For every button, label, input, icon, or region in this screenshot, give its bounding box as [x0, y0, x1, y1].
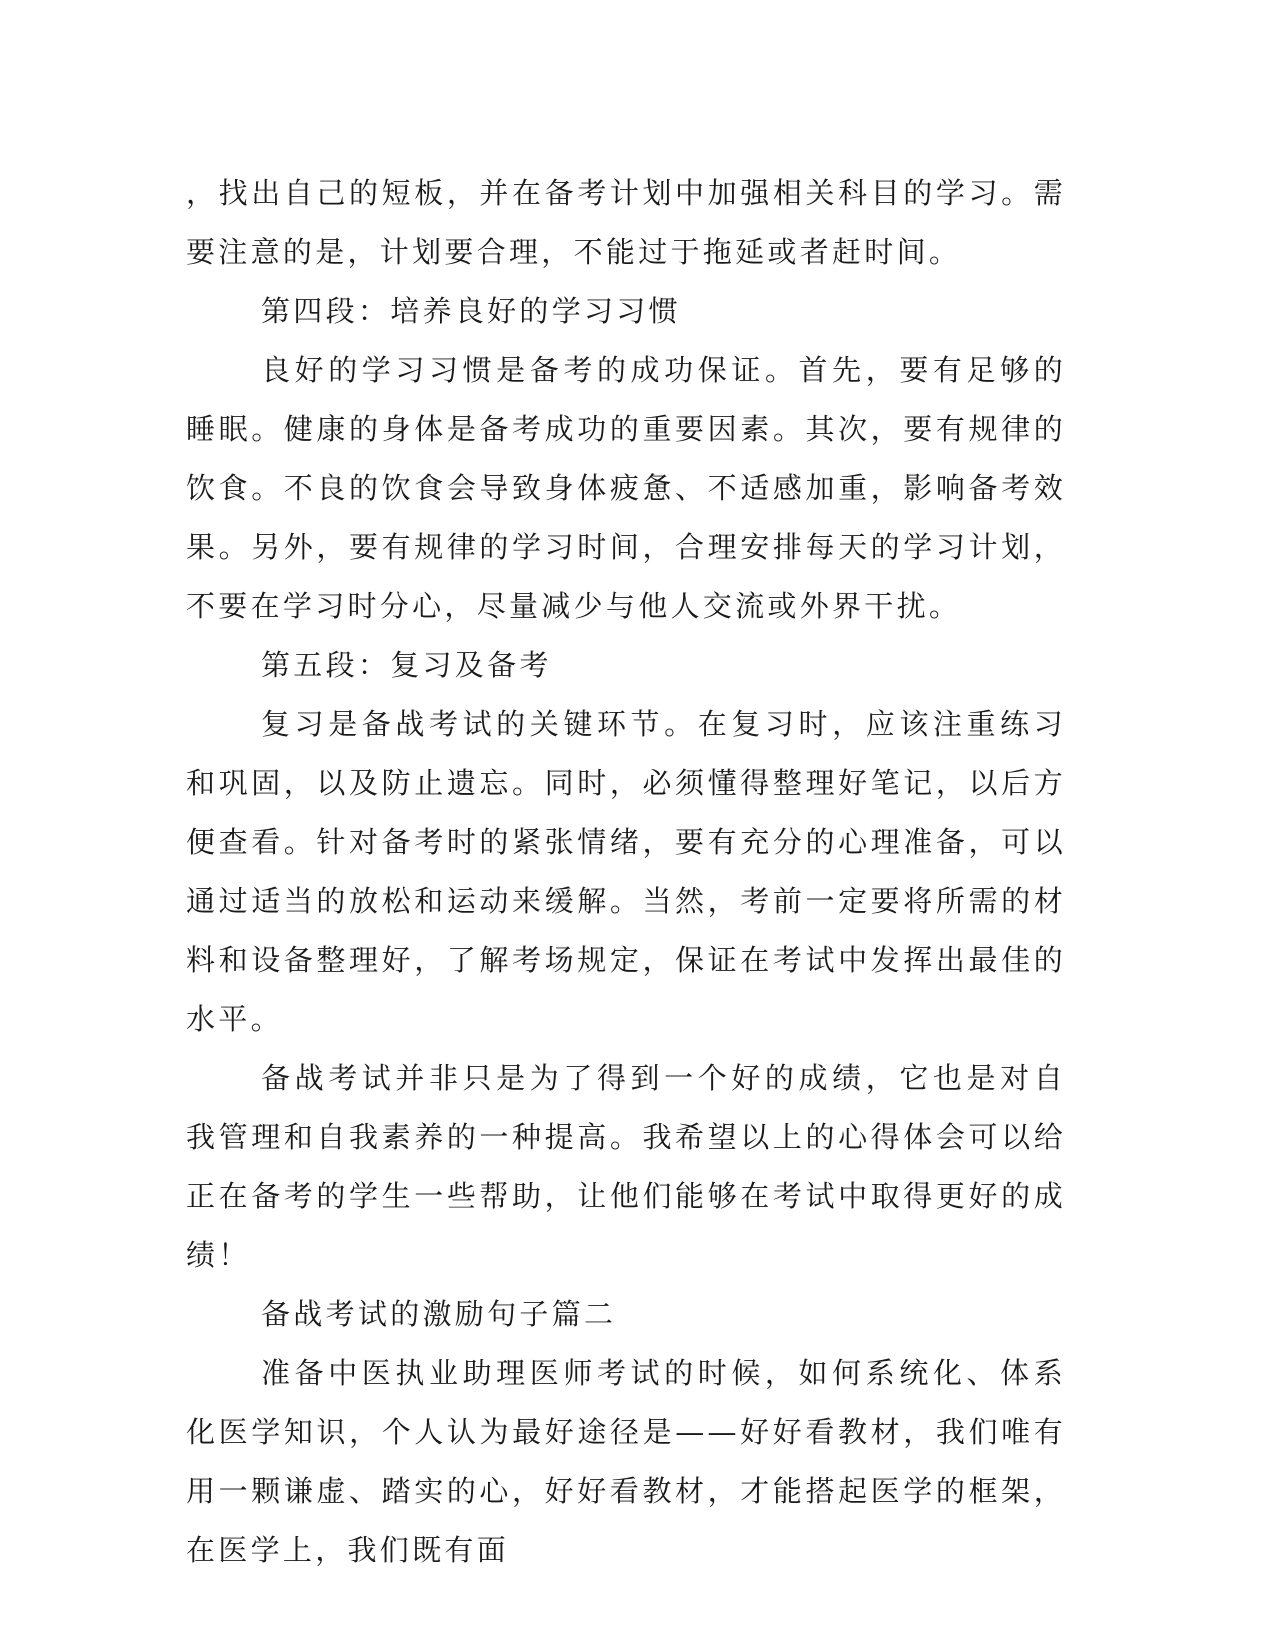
- paragraph-tcm-exam: 准备中医执业助理医师考试的时候，如何系统化、体系化医学知识，个人认为最好途径是——好好看教材，我们唯有用一颗谦虚、踏实的心，好好看教材，才能搭起医学的框架，在医学上，我们既有面: [186, 1356, 1066, 1567]
- paragraph-continuation: ，找出自己的短板，并在备考计划中加强相关科目的学习。需要注意的是，计划要合理，不能过于拖延或者赶时间。: [186, 176, 1066, 269]
- paragraph-review: 复习是备战考试的关键环节。在复习时，应该注重练习和巩固，以及防止遗忘。同时，必须懂得整理好笔记，以后方便查看。针对备考时的紧张情绪，要有充分的心理准备，可以通过适当的放松和运动来缓解。当然，考前一定要将所需的材料和设备整理好，了解考场规定，保证在考试中发挥出最佳的水平。: [186, 707, 1066, 1036]
- section-heading-4: 第四段：培养良好的学习习惯: [261, 294, 681, 328]
- section-heading-5: 第五段：复习及备考: [261, 648, 552, 682]
- document-body: [186, 164, 1066, 1580]
- paragraph-study-habits: 良好的学习习惯是备考的成功保证。首先，要有足够的睡眠。健康的身体是备考成功的重要因素。其次，要有规律的饮食。不良的饮食会导致身体疲惫、不适感加重，影响备考效果。另外，要有规律的学习时间，合理安排每天的学习计划，不要在学习时分心，尽量减少与他人交流或外界干扰。: [186, 353, 1066, 623]
- paragraph-conclusion: 备战考试并非只是为了得到一个好的成绩，它也是对自我管理和自我素养的一种提高。我希望以上的心得体会可以给正在备考的学生一些帮助，让他们能够在考试中取得更好的成绩！: [186, 1061, 1066, 1272]
- article-title-part-2: 备战考试的激励句子篇二: [261, 1297, 617, 1331]
